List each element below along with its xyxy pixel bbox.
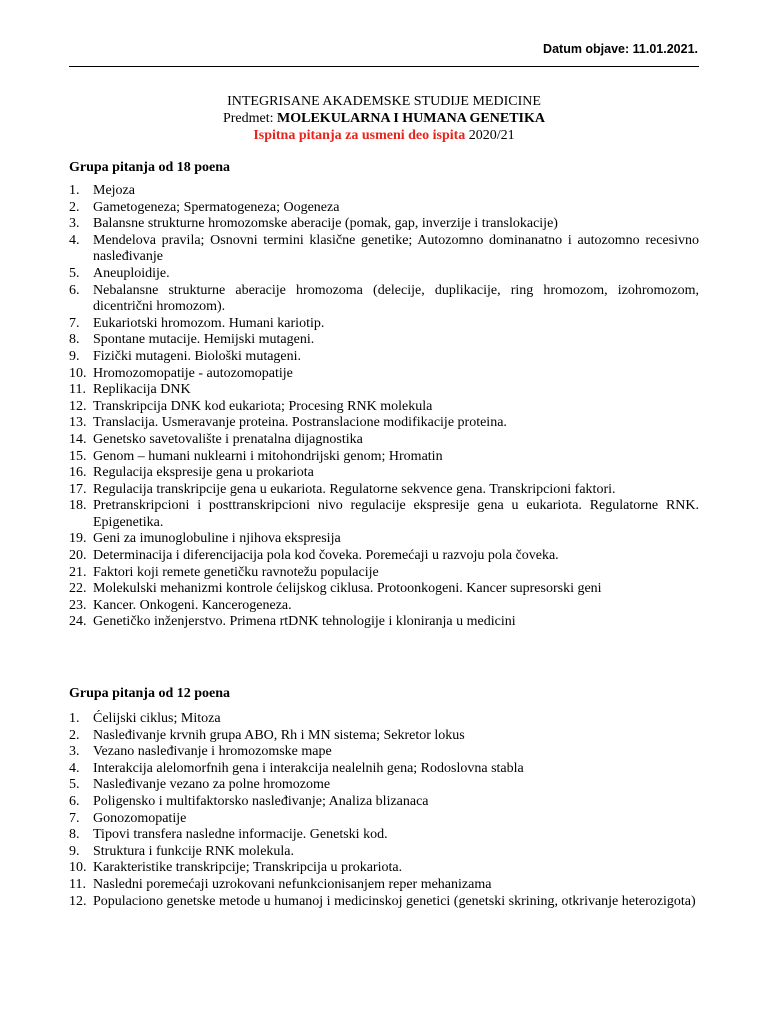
list-item-text: Genom – humani nuklearni i mitohondrijski genom; Hromatin xyxy=(93,448,443,464)
list-item xyxy=(69,744,699,761)
list-item-number: 24. xyxy=(69,614,87,630)
list-item xyxy=(69,183,699,200)
list-item-number: 6. xyxy=(69,793,80,809)
list-item-text: Nasledni poremećaji uzrokovani nefunkcionisanjem reper mehanizama xyxy=(93,876,492,892)
list-item-number: 7. xyxy=(69,810,80,826)
list-item xyxy=(69,777,699,794)
list-item-number: 14. xyxy=(69,431,87,447)
list-item xyxy=(69,531,699,548)
list-item xyxy=(69,711,699,728)
list-item-text: Molekulski mehanizmi kontrole ćelijskog ciklusa. Protoonkogeni. Kancer supresorski geni xyxy=(93,581,602,597)
list-item-number: 13. xyxy=(69,415,87,431)
list-item-text: Spontane mutacije. Hemijski mutageni. xyxy=(93,332,315,348)
list-item xyxy=(69,432,699,449)
list-item-text: Faktori koji remete genetičku ravnotežu populacije xyxy=(93,564,379,580)
list-item-number: 9. xyxy=(69,348,80,364)
list-item xyxy=(69,877,699,894)
subject-name: MOLEKULARNA I HUMANA GENETIKA xyxy=(277,111,545,126)
list-item-text: Gametogeneza; Spermatogeneza; Oogeneza xyxy=(93,199,340,215)
exam-year: 2020/21 xyxy=(465,128,515,143)
list-item-number: 2. xyxy=(69,727,80,743)
list-item-number: 16. xyxy=(69,465,87,481)
group-12-list xyxy=(69,711,699,910)
list-item-number: 10. xyxy=(69,365,87,381)
subject-line xyxy=(69,110,699,127)
list-item-number: 17. xyxy=(69,481,87,497)
group-18-list xyxy=(69,183,699,631)
list-item-text: Transkripcija DNK kod eukariota; Procesing RNK molekula xyxy=(93,398,433,414)
list-item xyxy=(69,565,699,582)
list-item xyxy=(69,465,699,482)
list-item-number: 4. xyxy=(69,760,80,776)
exam-title: Ispitna pitanja za usmeni deo ispita xyxy=(253,128,466,143)
list-item xyxy=(69,266,699,283)
list-item-text: Balansne strukturne hromozomske aberacije (pomak, gap, inverzije i translokacije) xyxy=(93,216,558,232)
list-item-text: Nebalansne strukturne aberacije hromozoma (delecije, duplikacije, ring hromozom, izohromozom, dicentrični hromozom). xyxy=(93,282,699,315)
list-item xyxy=(69,449,699,466)
list-item-number: 20. xyxy=(69,548,87,564)
list-item-text: Hromozomopatije - autozomopatije xyxy=(93,365,293,381)
list-item xyxy=(69,482,699,499)
list-item xyxy=(69,366,699,383)
list-item-text: Interakcija alelomorfnih gena i interakcija nealelnih gena; Rodoslovna stabla xyxy=(93,760,524,776)
list-item-number: 8. xyxy=(69,332,80,348)
list-item xyxy=(69,761,699,778)
list-item xyxy=(69,548,699,565)
list-item xyxy=(69,728,699,745)
list-item-number: 3. xyxy=(69,744,80,760)
list-item-text: Populaciono genetske metode u humanoj i medicinskoj genetici (genetski skrining, otkrivanje heterozigota) xyxy=(93,893,696,909)
list-item-number: 11. xyxy=(69,876,86,892)
list-item-text: Mendelova pravila; Osnovni termini klasične genetike; Autozomno dominanatno i autozomno recesivno nasleđivanje xyxy=(93,232,699,265)
list-item xyxy=(69,794,699,811)
list-item-number: 5. xyxy=(69,777,80,793)
list-item-number: 21. xyxy=(69,564,87,580)
list-item xyxy=(69,382,699,399)
list-item-number: 12. xyxy=(69,893,87,909)
list-item-number: 5. xyxy=(69,265,80,281)
list-item-text: Translacija. Usmeravanje proteina. Postranslacione modifikacije proteina. xyxy=(93,415,507,431)
list-item-number: 6. xyxy=(69,282,80,298)
list-item xyxy=(69,498,699,531)
list-item-text: Geni za imunoglobuline i njihova ekspresija xyxy=(93,531,341,547)
list-item-text: Gonozomopatije xyxy=(93,810,187,826)
list-item-text: Mejoza xyxy=(93,183,135,198)
list-item-number: 4. xyxy=(69,232,80,248)
list-item xyxy=(69,844,699,861)
list-item-text: Kancer. Onkogeni. Kancerogeneza. xyxy=(93,597,292,613)
list-item-text: Karakteristike transkripcije; Transkripcija u prokariota. xyxy=(93,860,403,876)
list-item-number: 9. xyxy=(69,843,80,859)
list-item-text: Genetsko savetovalište i prenatalna dijagnostika xyxy=(93,431,363,447)
list-item-text: Eukariotski hromozom. Humani kariotip. xyxy=(93,315,325,331)
list-item xyxy=(69,200,699,217)
list-item-text: Genetičko inženjerstvo. Primena rtDNK tehnologije i kloniranja u medicini xyxy=(93,614,516,630)
list-item xyxy=(69,216,699,233)
list-item xyxy=(69,894,699,911)
list-item-text: Poligensko i multifaktorsko nasleđivanje; Analiza blizanaca xyxy=(93,793,429,809)
list-item-number: 1. xyxy=(69,183,80,198)
list-item-text: Regulacija transkripcije gena u eukariota. Regulatorne sekvence gena. Transkripcioni faktori. xyxy=(93,481,616,497)
list-item-number: 8. xyxy=(69,827,80,843)
list-item-text: Fizički mutageni. Biološki mutageni. xyxy=(93,348,302,364)
list-item-number: 11. xyxy=(69,382,86,398)
list-item-text: Nasleđivanje krvnih grupa ABO, Rh i MN sistema; Sekretor lokus xyxy=(93,727,465,743)
list-item xyxy=(69,233,699,266)
list-item-number: 12. xyxy=(69,398,87,414)
list-item-text: Regulacija ekspresije gena u prokariota xyxy=(93,465,314,481)
list-item-number: 10. xyxy=(69,860,87,876)
list-item-text: Aneuploidije. xyxy=(93,265,170,281)
publication-date: Datum objave: 11.01.2021. xyxy=(543,42,698,56)
subject-prefix: Predmet: xyxy=(222,111,278,126)
list-item xyxy=(69,827,699,844)
list-item xyxy=(69,598,699,615)
list-item-number: 22. xyxy=(69,581,87,597)
list-item-text: Nasleđivanje vezano za polne hromozome xyxy=(93,777,331,793)
list-item xyxy=(69,349,699,366)
list-item xyxy=(69,581,699,598)
header-rule xyxy=(69,66,699,67)
list-item xyxy=(69,415,699,432)
group-18-title: Grupa pitanja od 18 poena xyxy=(69,160,231,175)
list-item xyxy=(69,399,699,416)
document-header xyxy=(69,93,699,144)
institution-title: INTEGRISANE AKADEMSKE STUDIJE MEDICINE xyxy=(227,94,541,109)
list-item xyxy=(69,860,699,877)
list-item-text: Ćelijski ciklus; Mitoza xyxy=(93,711,221,726)
list-item-text: Struktura i funkcije RNK molekula. xyxy=(93,843,295,859)
list-item-number: 1. xyxy=(69,711,80,726)
list-item-number: 2. xyxy=(69,199,80,215)
list-item-number: 7. xyxy=(69,315,80,331)
list-item xyxy=(69,283,699,316)
list-item-text: Tipovi transfera nasledne informacije. Genetski kod. xyxy=(93,827,388,843)
group-12-title: Grupa pitanja od 12 poena xyxy=(69,686,231,701)
list-item xyxy=(69,332,699,349)
list-item-number: 19. xyxy=(69,531,87,547)
list-item-number: 18. xyxy=(69,498,87,514)
list-item-number: 23. xyxy=(69,597,87,613)
list-item-text: Replikacija DNK xyxy=(93,382,191,398)
list-item xyxy=(69,811,699,828)
list-item-number: 15. xyxy=(69,448,87,464)
list-item xyxy=(69,316,699,333)
exam-title-line xyxy=(69,127,699,144)
list-item-number: 3. xyxy=(69,216,80,232)
list-item-text: Determinacija i diferencijacija pola kod čoveka. Poremećaji u razvoju pola čoveka. xyxy=(93,548,559,564)
list-item-text: Pretranskripcioni i posttranskripcioni nivo regulacije ekspresije gena u eukariota. Regulatorne RNK. Epigenetika. xyxy=(93,498,699,530)
list-item-text: Vezano nasleđivanje i hromozomske mape xyxy=(93,744,332,760)
list-item xyxy=(69,614,699,631)
